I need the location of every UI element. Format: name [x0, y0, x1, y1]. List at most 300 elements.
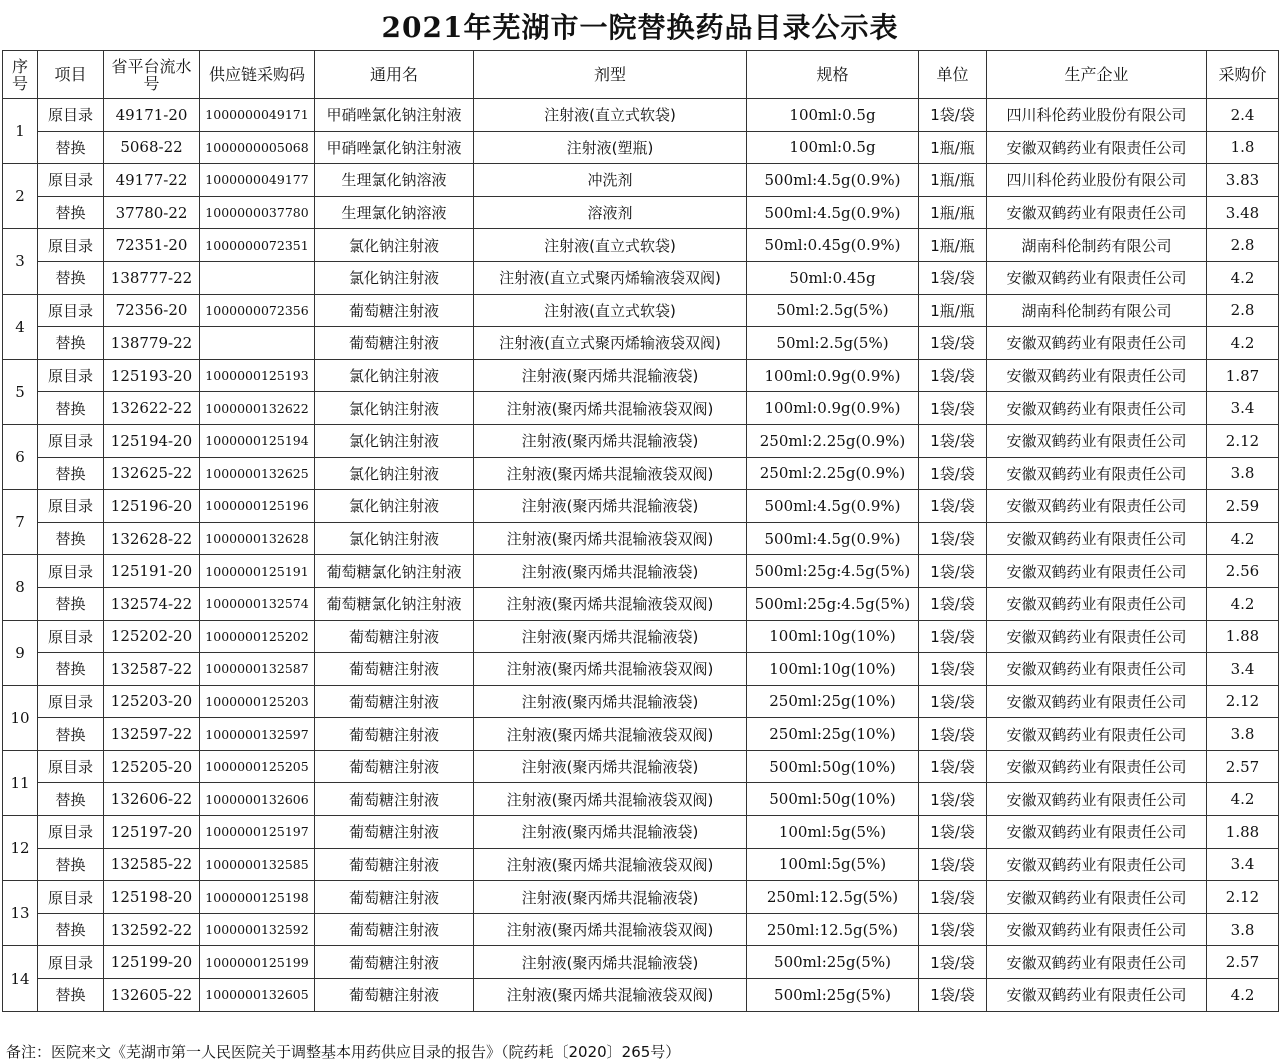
- table-row: [3, 750, 1279, 783]
- cell-item: 替换: [38, 196, 104, 229]
- cell-price: 4.2: [1207, 783, 1279, 816]
- cell-generic-name: 氯化钠注射液: [315, 490, 474, 523]
- cell-specification: 500ml:4.5g(0.9%): [747, 522, 919, 555]
- cell-item: 原目录: [38, 750, 104, 783]
- cell-item: 原目录: [38, 229, 104, 262]
- table-row: [3, 587, 1279, 620]
- cell-generic-name: 葡萄糖注射液: [315, 913, 474, 946]
- cell-specification: 100ml:0.5g: [747, 99, 919, 132]
- cell-price: 2.4: [1207, 99, 1279, 132]
- cell-dosage-form: 注射液(聚丙烯共混输液袋双阀): [474, 587, 747, 620]
- header-seq: 序号: [3, 51, 38, 99]
- cell-item: 替换: [38, 783, 104, 816]
- cell-unit: 1袋/袋: [919, 881, 987, 914]
- cell-specification: 500ml:25g(5%): [747, 946, 919, 979]
- cell-manufacturer: 安徽双鹤药业有限责任公司: [987, 816, 1207, 849]
- cell-item: 原目录: [38, 685, 104, 718]
- cell-supply-code: 1000000132622: [200, 392, 315, 425]
- cell-manufacturer: 湖南科伦制药有限公司: [987, 229, 1207, 262]
- table-row: [3, 359, 1279, 392]
- cell-supply-code: 1000000125198: [200, 881, 315, 914]
- cell-supply-code: 1000000005068: [200, 131, 315, 164]
- cell-item: 原目录: [38, 294, 104, 327]
- cell-item: 原目录: [38, 881, 104, 914]
- cell-unit: 1袋/袋: [919, 750, 987, 783]
- cell-price: 3.4: [1207, 848, 1279, 881]
- cell-manufacturer: 安徽双鹤药业有限责任公司: [987, 685, 1207, 718]
- cell-dosage-form: 注射液(聚丙烯共混输液袋): [474, 555, 747, 588]
- table-row: [3, 261, 1279, 294]
- cell-manufacturer: 安徽双鹤药业有限责任公司: [987, 457, 1207, 490]
- cell-generic-name: 葡萄糖注射液: [315, 750, 474, 783]
- cell-item: 原目录: [38, 555, 104, 588]
- table-row: [3, 522, 1279, 555]
- cell-unit: 1袋/袋: [919, 946, 987, 979]
- cell-specification: 500ml:4.5g(0.9%): [747, 196, 919, 229]
- cell-specification: 50ml:2.5g(5%): [747, 294, 919, 327]
- cell-specification: 50ml:2.5g(5%): [747, 327, 919, 360]
- cell-price: 2.12: [1207, 685, 1279, 718]
- cell-specification: 100ml:0.9g(0.9%): [747, 359, 919, 392]
- cell-seq: 12: [3, 816, 38, 881]
- cell-price: 2.12: [1207, 881, 1279, 914]
- cell-seq: 11: [3, 750, 38, 815]
- cell-seq: 4: [3, 294, 38, 359]
- cell-item: 替换: [38, 913, 104, 946]
- cell-platform-serial: 125193-20: [104, 359, 200, 392]
- table-row: [3, 979, 1279, 1012]
- cell-specification: 50ml:0.45g: [747, 261, 919, 294]
- header-manufacturer: 生产企业: [987, 51, 1207, 99]
- cell-price: 4.2: [1207, 327, 1279, 360]
- cell-generic-name: 氯化钠注射液: [315, 261, 474, 294]
- cell-supply-code: 1000000037780: [200, 196, 315, 229]
- cell-supply-code: 1000000132606: [200, 783, 315, 816]
- cell-seq: 1: [3, 99, 38, 164]
- cell-item: 原目录: [38, 164, 104, 197]
- cell-platform-serial: 125197-20: [104, 816, 200, 849]
- cell-generic-name: 葡萄糖注射液: [315, 718, 474, 751]
- cell-platform-serial: 72356-20: [104, 294, 200, 327]
- table-row: [3, 946, 1279, 979]
- cell-unit: 1袋/袋: [919, 783, 987, 816]
- cell-unit: 1袋/袋: [919, 424, 987, 457]
- cell-seq: 10: [3, 685, 38, 750]
- cell-item: 替换: [38, 587, 104, 620]
- cell-dosage-form: 注射液(聚丙烯共混输液袋双阀): [474, 522, 747, 555]
- cell-supply-code: 1000000132585: [200, 848, 315, 881]
- cell-item: 替换: [38, 457, 104, 490]
- cell-platform-serial: 125194-20: [104, 424, 200, 457]
- table-row: [3, 196, 1279, 229]
- cell-specification: 500ml:25g(5%): [747, 979, 919, 1012]
- cell-price: 3.4: [1207, 392, 1279, 425]
- cell-manufacturer: 安徽双鹤药业有限责任公司: [987, 196, 1207, 229]
- cell-specification: 250ml:2.25g(0.9%): [747, 424, 919, 457]
- cell-manufacturer: 安徽双鹤药业有限责任公司: [987, 783, 1207, 816]
- cell-platform-serial: 125199-20: [104, 946, 200, 979]
- cell-unit: 1瓶/瓶: [919, 196, 987, 229]
- cell-seq: 8: [3, 555, 38, 620]
- cell-item: 替换: [38, 131, 104, 164]
- cell-price: 4.2: [1207, 522, 1279, 555]
- cell-specification: 250ml:25g(10%): [747, 718, 919, 751]
- cell-unit: 1袋/袋: [919, 979, 987, 1012]
- cell-generic-name: 氯化钠注射液: [315, 392, 474, 425]
- cell-supply-code: 1000000125191: [200, 555, 315, 588]
- cell-manufacturer: 安徽双鹤药业有限责任公司: [987, 881, 1207, 914]
- cell-dosage-form: 注射液(聚丙烯共混输液袋): [474, 620, 747, 653]
- cell-manufacturer: 安徽双鹤药业有限责任公司: [987, 261, 1207, 294]
- cell-specification: 100ml:10g(10%): [747, 653, 919, 686]
- cell-manufacturer: 安徽双鹤药业有限责任公司: [987, 359, 1207, 392]
- cell-price: 1.88: [1207, 816, 1279, 849]
- cell-unit: 1袋/袋: [919, 816, 987, 849]
- cell-generic-name: 氯化钠注射液: [315, 359, 474, 392]
- table-row: [3, 848, 1279, 881]
- cell-platform-serial: 132597-22: [104, 718, 200, 751]
- cell-generic-name: 葡萄糖氯化钠注射液: [315, 555, 474, 588]
- cell-specification: 50ml:0.45g(0.9%): [747, 229, 919, 262]
- cell-seq: 7: [3, 490, 38, 555]
- cell-price: 2.12: [1207, 424, 1279, 457]
- cell-manufacturer: 安徽双鹤药业有限责任公司: [987, 718, 1207, 751]
- cell-seq: 5: [3, 359, 38, 424]
- cell-supply-code: 1000000132592: [200, 913, 315, 946]
- table-body: [3, 99, 1279, 1012]
- drug-catalog-table: [2, 50, 1279, 1012]
- cell-supply-code: 1000000132625: [200, 457, 315, 490]
- cell-generic-name: 氯化钠注射液: [315, 457, 474, 490]
- cell-price: 2.8: [1207, 229, 1279, 262]
- cell-manufacturer: 安徽双鹤药业有限责任公司: [987, 653, 1207, 686]
- cell-specification: 100ml:0.5g: [747, 131, 919, 164]
- cell-platform-serial: 132587-22: [104, 653, 200, 686]
- cell-specification: 100ml:10g(10%): [747, 620, 919, 653]
- cell-seq: 2: [3, 164, 38, 229]
- cell-manufacturer: 安徽双鹤药业有限责任公司: [987, 750, 1207, 783]
- cell-supply-code: 1000000132605: [200, 979, 315, 1012]
- cell-dosage-form: 注射液(聚丙烯共混输液袋): [474, 881, 747, 914]
- cell-price: 3.83: [1207, 164, 1279, 197]
- table-row: [3, 294, 1279, 327]
- cell-generic-name: 葡萄糖氯化钠注射液: [315, 587, 474, 620]
- table-row: [3, 881, 1279, 914]
- cell-unit: 1瓶/瓶: [919, 294, 987, 327]
- cell-manufacturer: 安徽双鹤药业有限责任公司: [987, 587, 1207, 620]
- cell-unit: 1袋/袋: [919, 653, 987, 686]
- cell-dosage-form: 注射液(直立式聚丙烯输液袋双阀): [474, 261, 747, 294]
- cell-manufacturer: 安徽双鹤药业有限责任公司: [987, 946, 1207, 979]
- cell-specification: 500ml:50g(10%): [747, 783, 919, 816]
- cell-unit: 1瓶/瓶: [919, 131, 987, 164]
- cell-platform-serial: 37780-22: [104, 196, 200, 229]
- cell-unit: 1袋/袋: [919, 457, 987, 490]
- cell-price: 3.48: [1207, 196, 1279, 229]
- cell-platform-serial: 138777-22: [104, 261, 200, 294]
- cell-item: 替换: [38, 522, 104, 555]
- cell-item: 替换: [38, 718, 104, 751]
- cell-supply-code: [200, 327, 315, 360]
- cell-dosage-form: 注射液(塑瓶): [474, 131, 747, 164]
- cell-generic-name: 甲硝唑氯化钠注射液: [315, 99, 474, 132]
- cell-manufacturer: 安徽双鹤药业有限责任公司: [987, 913, 1207, 946]
- cell-specification: 250ml:12.5g(5%): [747, 881, 919, 914]
- header-platform-serial: 省平台流水号: [104, 51, 200, 99]
- cell-unit: 1袋/袋: [919, 685, 987, 718]
- cell-manufacturer: 安徽双鹤药业有限责任公司: [987, 620, 1207, 653]
- cell-seq: 13: [3, 881, 38, 946]
- cell-specification: 250ml:12.5g(5%): [747, 913, 919, 946]
- cell-price: 4.2: [1207, 587, 1279, 620]
- cell-generic-name: 葡萄糖注射液: [315, 946, 474, 979]
- cell-item: 原目录: [38, 816, 104, 849]
- cell-specification: 500ml:4.5g(0.9%): [747, 164, 919, 197]
- cell-generic-name: 生理氯化钠溶液: [315, 196, 474, 229]
- cell-manufacturer: 安徽双鹤药业有限责任公司: [987, 555, 1207, 588]
- cell-supply-code: 1000000125202: [200, 620, 315, 653]
- cell-supply-code: 1000000132574: [200, 587, 315, 620]
- cell-generic-name: 葡萄糖注射液: [315, 783, 474, 816]
- header-item: 项目: [38, 51, 104, 99]
- cell-specification: 250ml:25g(10%): [747, 685, 919, 718]
- cell-price: 2.56: [1207, 555, 1279, 588]
- cell-manufacturer: 四川科伦药业股份有限公司: [987, 164, 1207, 197]
- table-row: [3, 327, 1279, 360]
- cell-unit: 1袋/袋: [919, 359, 987, 392]
- cell-manufacturer: 安徽双鹤药业有限责任公司: [987, 979, 1207, 1012]
- cell-supply-code: 1000000132628: [200, 522, 315, 555]
- cell-unit: 1袋/袋: [919, 718, 987, 751]
- cell-unit: 1袋/袋: [919, 522, 987, 555]
- cell-dosage-form: 注射液(聚丙烯共混输液袋): [474, 359, 747, 392]
- cell-item: 原目录: [38, 490, 104, 523]
- header-specification: 规格: [747, 51, 919, 99]
- cell-item: 替换: [38, 653, 104, 686]
- cell-unit: 1袋/袋: [919, 261, 987, 294]
- cell-dosage-form: 注射液(聚丙烯共混输液袋双阀): [474, 392, 747, 425]
- cell-generic-name: 葡萄糖注射液: [315, 653, 474, 686]
- cell-price: 2.59: [1207, 490, 1279, 523]
- cell-generic-name: 葡萄糖注射液: [315, 848, 474, 881]
- cell-manufacturer: 安徽双鹤药业有限责任公司: [987, 392, 1207, 425]
- cell-platform-serial: 125205-20: [104, 750, 200, 783]
- cell-price: 2.57: [1207, 946, 1279, 979]
- cell-platform-serial: 132592-22: [104, 913, 200, 946]
- table-row: [3, 783, 1279, 816]
- cell-platform-serial: 125198-20: [104, 881, 200, 914]
- table-row: [3, 457, 1279, 490]
- cell-price: 2.57: [1207, 750, 1279, 783]
- cell-generic-name: 葡萄糖注射液: [315, 327, 474, 360]
- cell-unit: 1袋/袋: [919, 99, 987, 132]
- table-row: [3, 685, 1279, 718]
- cell-platform-serial: 125196-20: [104, 490, 200, 523]
- cell-platform-serial: 132628-22: [104, 522, 200, 555]
- table-row: [3, 131, 1279, 164]
- cell-generic-name: 氯化钠注射液: [315, 229, 474, 262]
- header-supply-code: 供应链采购码: [200, 51, 315, 99]
- cell-dosage-form: 注射液(聚丙烯共混输液袋双阀): [474, 718, 747, 751]
- cell-specification: 500ml:25g:4.5g(5%): [747, 555, 919, 588]
- cell-manufacturer: 安徽双鹤药业有限责任公司: [987, 131, 1207, 164]
- cell-supply-code: 1000000072356: [200, 294, 315, 327]
- table-row: [3, 424, 1279, 457]
- table-row: [3, 99, 1279, 132]
- cell-unit: 1瓶/瓶: [919, 229, 987, 262]
- cell-supply-code: 1000000125197: [200, 816, 315, 849]
- table-row: [3, 816, 1279, 849]
- cell-item: 原目录: [38, 424, 104, 457]
- cell-item: 替换: [38, 327, 104, 360]
- cell-dosage-form: 注射液(直立式聚丙烯输液袋双阀): [474, 327, 747, 360]
- cell-platform-serial: 49177-22: [104, 164, 200, 197]
- cell-platform-serial: 125202-20: [104, 620, 200, 653]
- cell-dosage-form: 注射液(聚丙烯共混输液袋): [474, 424, 747, 457]
- cell-price: 1.8: [1207, 131, 1279, 164]
- cell-generic-name: 葡萄糖注射液: [315, 620, 474, 653]
- cell-dosage-form: 注射液(聚丙烯共混输液袋): [474, 816, 747, 849]
- cell-dosage-form: 注射液(聚丙烯共混输液袋): [474, 946, 747, 979]
- cell-seq: 9: [3, 620, 38, 685]
- table-row: [3, 718, 1279, 751]
- cell-item: 替换: [38, 261, 104, 294]
- document-title: 2021年芜湖市一院替换药品目录公示表: [381, 11, 899, 44]
- cell-manufacturer: 安徽双鹤药业有限责任公司: [987, 490, 1207, 523]
- cell-dosage-form: 注射液(聚丙烯共混输液袋双阀): [474, 457, 747, 490]
- cell-specification: 250ml:2.25g(0.9%): [747, 457, 919, 490]
- cell-generic-name: 葡萄糖注射液: [315, 979, 474, 1012]
- cell-generic-name: 甲硝唑氯化钠注射液: [315, 131, 474, 164]
- cell-dosage-form: 溶液剂: [474, 196, 747, 229]
- cell-unit: 1袋/袋: [919, 848, 987, 881]
- cell-price: 3.8: [1207, 718, 1279, 751]
- cell-platform-serial: 132605-22: [104, 979, 200, 1012]
- cell-price: 4.2: [1207, 261, 1279, 294]
- header-generic-name: 通用名: [315, 51, 474, 99]
- cell-manufacturer: 安徽双鹤药业有限责任公司: [987, 522, 1207, 555]
- cell-item: 原目录: [38, 946, 104, 979]
- cell-generic-name: 氯化钠注射液: [315, 522, 474, 555]
- cell-unit: 1袋/袋: [919, 587, 987, 620]
- cell-price: 3.4: [1207, 653, 1279, 686]
- cell-supply-code: 1000000132587: [200, 653, 315, 686]
- table-row: [3, 653, 1279, 686]
- cell-supply-code: [200, 261, 315, 294]
- cell-specification: 500ml:25g:4.5g(5%): [747, 587, 919, 620]
- cell-manufacturer: 安徽双鹤药业有限责任公司: [987, 327, 1207, 360]
- footer-note: 备注：医院来文《芜湖市第一人民医院关于调整基本用药供应目录的报告》（院药耗〔2020〕265号）: [6, 1043, 681, 1061]
- cell-supply-code: 1000000125193: [200, 359, 315, 392]
- cell-dosage-form: 注射液(直立式软袋): [474, 99, 747, 132]
- cell-dosage-form: 注射液(直立式软袋): [474, 294, 747, 327]
- cell-price: 3.8: [1207, 457, 1279, 490]
- cell-platform-serial: 132585-22: [104, 848, 200, 881]
- cell-supply-code: 1000000125196: [200, 490, 315, 523]
- cell-seq: 6: [3, 424, 38, 489]
- cell-dosage-form: 注射液(聚丙烯共混输液袋双阀): [474, 979, 747, 1012]
- cell-supply-code: 1000000125203: [200, 685, 315, 718]
- cell-specification: 100ml:5g(5%): [747, 816, 919, 849]
- table-header-row: [3, 51, 1279, 99]
- header-unit: 单位: [919, 51, 987, 99]
- cell-platform-serial: 72351-20: [104, 229, 200, 262]
- cell-supply-code: 1000000125205: [200, 750, 315, 783]
- cell-unit: 1袋/袋: [919, 555, 987, 588]
- cell-platform-serial: 132574-22: [104, 587, 200, 620]
- cell-dosage-form: 注射液(聚丙烯共混输液袋双阀): [474, 848, 747, 881]
- table-row: [3, 620, 1279, 653]
- cell-supply-code: 1000000049171: [200, 99, 315, 132]
- cell-unit: 1袋/袋: [919, 913, 987, 946]
- cell-platform-serial: 132625-22: [104, 457, 200, 490]
- cell-manufacturer: 安徽双鹤药业有限责任公司: [987, 424, 1207, 457]
- cell-dosage-form: 注射液(聚丙烯共混输液袋): [474, 750, 747, 783]
- cell-generic-name: 氯化钠注射液: [315, 424, 474, 457]
- cell-price: 4.2: [1207, 979, 1279, 1012]
- cell-item: 原目录: [38, 359, 104, 392]
- cell-dosage-form: 注射液(聚丙烯共混输液袋双阀): [474, 913, 747, 946]
- cell-unit: 1袋/袋: [919, 490, 987, 523]
- cell-supply-code: 1000000125194: [200, 424, 315, 457]
- cell-platform-serial: 49171-20: [104, 99, 200, 132]
- table-row: [3, 913, 1279, 946]
- cell-platform-serial: 132622-22: [104, 392, 200, 425]
- table-row: [3, 229, 1279, 262]
- cell-dosage-form: 注射液(聚丙烯共混输液袋): [474, 490, 747, 523]
- cell-manufacturer: 四川科伦药业股份有限公司: [987, 99, 1207, 132]
- cell-unit: 1袋/袋: [919, 620, 987, 653]
- cell-unit: 1袋/袋: [919, 392, 987, 425]
- cell-supply-code: 1000000072351: [200, 229, 315, 262]
- cell-seq: 3: [3, 229, 38, 294]
- cell-item: 替换: [38, 392, 104, 425]
- cell-generic-name: 葡萄糖注射液: [315, 685, 474, 718]
- cell-manufacturer: 安徽双鹤药业有限责任公司: [987, 848, 1207, 881]
- cell-supply-code: 1000000125199: [200, 946, 315, 979]
- cell-platform-serial: 132606-22: [104, 783, 200, 816]
- cell-specification: 100ml:5g(5%): [747, 848, 919, 881]
- cell-platform-serial: 138779-22: [104, 327, 200, 360]
- cell-price: 1.87: [1207, 359, 1279, 392]
- cell-manufacturer: 湖南科伦制药有限公司: [987, 294, 1207, 327]
- cell-platform-serial: 125191-20: [104, 555, 200, 588]
- cell-item: 替换: [38, 979, 104, 1012]
- cell-platform-serial: 5068-22: [104, 131, 200, 164]
- cell-dosage-form: 注射液(聚丙烯共混输液袋): [474, 685, 747, 718]
- cell-price: 2.8: [1207, 294, 1279, 327]
- cell-item: 原目录: [38, 99, 104, 132]
- cell-dosage-form: 注射液(直立式软袋): [474, 229, 747, 262]
- cell-generic-name: 葡萄糖注射液: [315, 294, 474, 327]
- cell-dosage-form: 注射液(聚丙烯共混输液袋双阀): [474, 653, 747, 686]
- header-price: 采购价: [1207, 51, 1279, 99]
- cell-supply-code: 1000000132597: [200, 718, 315, 751]
- cell-generic-name: 葡萄糖注射液: [315, 881, 474, 914]
- cell-specification: 500ml:50g(10%): [747, 750, 919, 783]
- table-row: [3, 164, 1279, 197]
- table-row: [3, 392, 1279, 425]
- cell-generic-name: 生理氯化钠溶液: [315, 164, 474, 197]
- table-row: [3, 555, 1279, 588]
- cell-specification: 500ml:4.5g(0.9%): [747, 490, 919, 523]
- cell-unit: 1瓶/瓶: [919, 164, 987, 197]
- cell-item: 替换: [38, 848, 104, 881]
- cell-platform-serial: 125203-20: [104, 685, 200, 718]
- cell-supply-code: 1000000049177: [200, 164, 315, 197]
- cell-price: 3.8: [1207, 913, 1279, 946]
- cell-dosage-form: 注射液(聚丙烯共混输液袋双阀): [474, 783, 747, 816]
